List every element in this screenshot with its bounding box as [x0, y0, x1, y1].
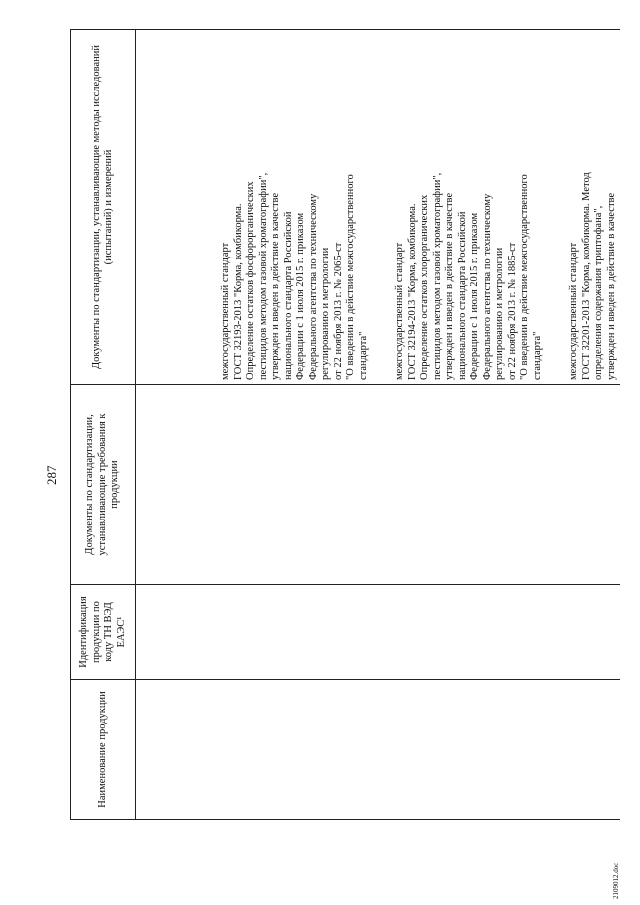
cell-requirement-docs	[136, 385, 621, 585]
cell-product-name	[136, 680, 621, 820]
header-product-id: Идентификация продукции по коду ТН ВЭД ЕАЭС¹	[71, 585, 136, 680]
header-product-name: Наименование продукции	[71, 680, 136, 820]
header-method-docs: Документы по стандартизации, устанавливающие методы исследований (испытаний) и измерений	[71, 30, 136, 385]
cell-method-docs	[136, 30, 621, 385]
header-requirement-docs: Документы по стандартизации, устанавливающие требования к продукции	[71, 385, 136, 585]
file-name-footer: 2109012.doc	[612, 862, 620, 899]
page-number: 287	[44, 465, 59, 485]
table-row	[136, 30, 621, 820]
method-doc-entry: межгосударственный стандарт ГОСТ 32201-2013 "Корма, комбикорма. Метод определения содержания триптофана", утвержден и введен в действие в качестве	[568, 172, 617, 380]
method-doc-entry: межгосударственный стандарт ГОСТ 32194-2013 "Корма, комбикорма. Определение остатков хлорорганических пестицидов методом газовой хроматографии", утвержден и введен в действие в качестве национального стандарта Российской Федерации с 1 июля 2015 г. приказом Федерального агентства по техническому регулированию и метрологии от 22 ноября 2013 г. № 1885-ст "О введении в действие межгосударственного стандарта"	[394, 172, 543, 380]
table-header-row	[71, 30, 136, 820]
cell-product-id	[136, 585, 621, 680]
method-doc-entry: межгосударственный стандарт ГОСТ 32193-2013 "Корма, комбикорма. Определение остатков фосфорорганических пестицидов методом газовой хроматографии", утвержден и введен в действие в качестве национального стандарта Российской Федерации с 1 июля 2015 г. приказом Федерального агентства по техническому регулированию и метрологии от 22 ноября 2013 г. № 2065-ст "О введении в действие межгосударственного стандарта"	[220, 172, 369, 380]
standards-table	[70, 29, 620, 820]
